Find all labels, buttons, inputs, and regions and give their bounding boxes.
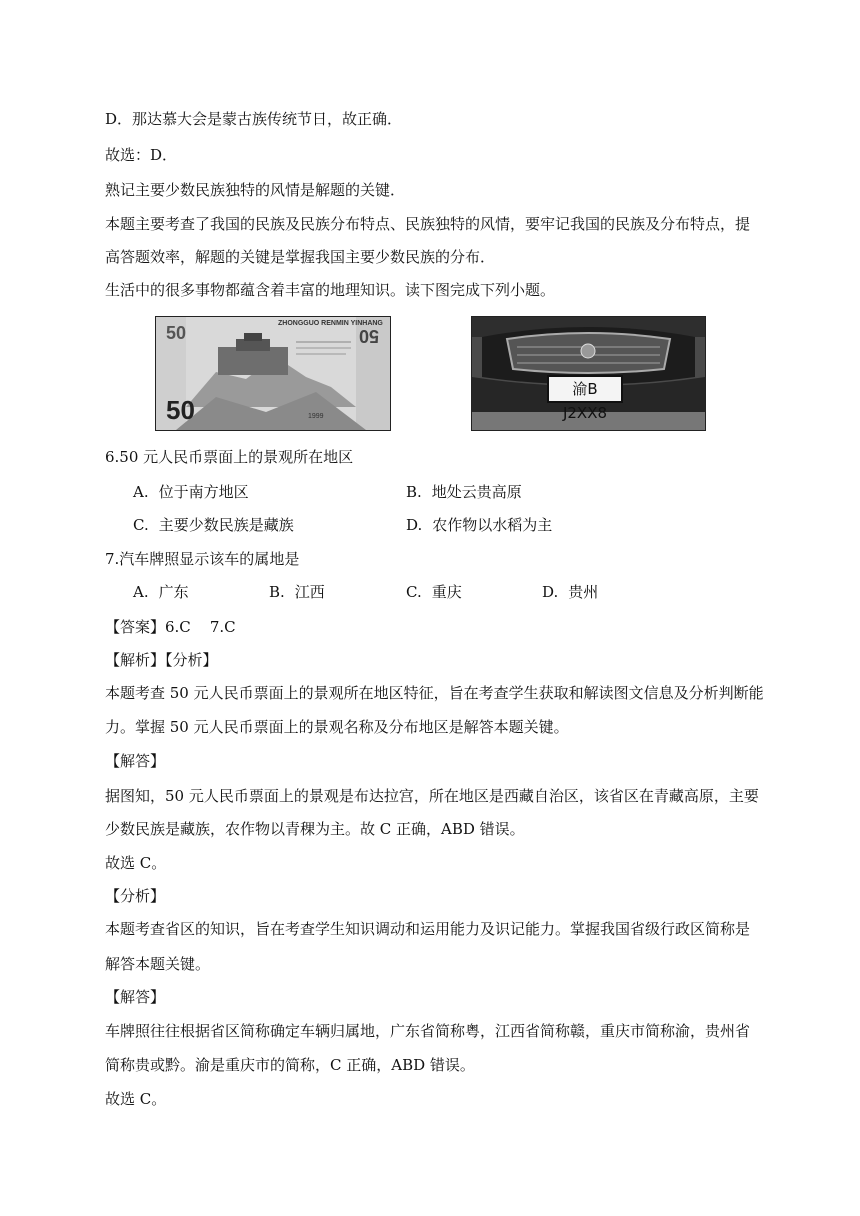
text-line: 故选 C。 bbox=[105, 1090, 167, 1108]
text-line: 简称贵或黔。渝是重庆市的简称，C 正确，ABD 错误。 bbox=[105, 1056, 475, 1074]
option-letter: B. bbox=[406, 483, 422, 501]
option-letter: D. bbox=[406, 516, 423, 534]
option-text: 主要少数民族是藏族 bbox=[158, 516, 294, 534]
option-letter: D. bbox=[542, 583, 559, 601]
question-6-stem: 6.50 元人民币票面上的景观所在地区 bbox=[105, 448, 354, 466]
text-line: 据图知，50 元人民币票面上的景观是布达拉宫，所在地区是西藏自治区，该省区在青藏高原，主要 bbox=[105, 787, 759, 805]
text-line: 生活中的很多事物都蕴含着丰富的地理知识。读下图完成下列小题。 bbox=[105, 281, 556, 299]
text-line: 少数民族是藏族，农作物以青稞为主。故 C 正确，ABD 错误。 bbox=[105, 820, 525, 838]
q7-option-c bbox=[406, 583, 462, 601]
solution-heading: 【解答】 bbox=[105, 988, 166, 1006]
q6-option-b bbox=[406, 483, 522, 501]
text-line: 本题考查 50 元人民币票面上的景观所在地区特征，旨在考查学生获取和解读图文信息及分析判断能 bbox=[105, 684, 764, 702]
banknote-caption: ZHONGGUO RENMIN YINHANG bbox=[278, 320, 383, 327]
solution-heading: 【解答】 bbox=[105, 752, 166, 770]
option-text: 位于南方地区 bbox=[158, 483, 249, 501]
analysis-heading: 【分析】 bbox=[105, 887, 166, 905]
banknote-denomination-bottom: 50 bbox=[166, 395, 195, 425]
q7-option-a bbox=[133, 583, 189, 601]
text-line: 故选 C。 bbox=[105, 854, 167, 872]
text-line: 车牌照往往根据省区简称确定车辆归属地，广东省简称粤，江西省简称赣，重庆市简称渝，贵州省 bbox=[105, 1022, 751, 1040]
option-letter: A. bbox=[133, 483, 149, 501]
q6-option-a bbox=[133, 483, 249, 501]
text-line: D．那达慕大会是蒙古族传统节日，故正确． bbox=[105, 110, 403, 128]
car-plate-image bbox=[471, 316, 706, 431]
text-line: 本题考查省区的知识，旨在考查学生知识调动和运用能力及识记能力。掌握我国省级行政区简称是 bbox=[105, 920, 751, 938]
option-letter: A. bbox=[133, 583, 149, 601]
q6-option-d bbox=[406, 516, 552, 534]
text-line: 本题主要考查了我国的民族及民族分布特点、民族独特的风情，要牢记我国的民族及分布特点，提 bbox=[105, 215, 751, 233]
text-line: 高答题效率，解题的关键是掌握我国主要少数民族的分布． bbox=[105, 248, 496, 266]
option-letter: C. bbox=[406, 583, 422, 601]
question-7-stem: 7.汽车牌照显示该车的属地是 bbox=[105, 550, 300, 568]
option-text: 贵州 bbox=[568, 583, 599, 601]
q7-option-b bbox=[269, 583, 325, 601]
answer-line: 【答案】6.C 7.C bbox=[105, 618, 236, 636]
text-line: 故选：D． bbox=[105, 146, 178, 164]
text-line: 解答本题关键。 bbox=[105, 955, 211, 973]
option-text: 地处云贵高原 bbox=[431, 483, 522, 501]
text-line: 熟记主要少数民族独特的风情是解题的关键． bbox=[105, 181, 406, 199]
q6-option-c bbox=[133, 516, 294, 534]
q7-option-d bbox=[542, 583, 598, 601]
banknote-year: 1999 bbox=[308, 413, 324, 420]
option-text: 农作物以水稻为主 bbox=[432, 516, 553, 534]
analysis-heading: 【解析】【分析】 bbox=[105, 651, 218, 669]
banknote-image bbox=[155, 316, 391, 431]
option-text: 江西 bbox=[294, 583, 325, 601]
banknote-denomination-right: 50 bbox=[359, 326, 380, 346]
option-text: 重庆 bbox=[431, 583, 462, 601]
option-letter: C. bbox=[133, 516, 149, 534]
text-line: 力。掌握 50 元人民币票面上的景观名称及分布地区是解答本题关键。 bbox=[105, 718, 569, 736]
option-letter: B. bbox=[269, 583, 285, 601]
license-plate: 渝B J2XX8 bbox=[547, 375, 623, 403]
option-text: 广东 bbox=[158, 583, 189, 601]
banknote-denomination-top: 50 bbox=[166, 323, 187, 343]
